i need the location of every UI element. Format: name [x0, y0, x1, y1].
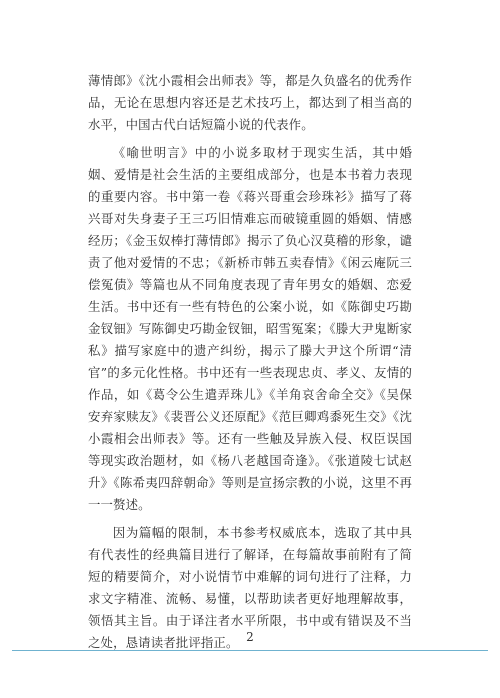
page-number: 2: [246, 630, 254, 644]
paragraph-editorial-note: 因为篇幅的限制，本书参考权威底本，选取了其中具有代表性的经典篇目进行了解译，在每篇故事前附有了简短的精要简介，对小说情节中难解的词句进行了注释，力求文字精准、流畅、易懂，以帮助读者更好地理解故事，领悟其主旨。由于译注者水平所限，书中或有错误及不当之处，恳请读者批评指正。: [88, 525, 412, 650]
paragraph-continuation: 薄情郎》《沈小霞相会出师表》等，都是久负盛名的优秀作品，无论在思想内容还是艺术技巧上，都达到了相当高的水平，中国古代白话短篇小说的代表作。: [88, 73, 412, 132]
paragraph-yushi-mingyan-content: 《喻世明言》中的小说多取材于现实生活，其中婚姻、爱情是社会生活的主要组成部分，也是本书着力表现的重要内容。书中第一卷《蒋兴哥重会珍珠衫》描写了蒋兴哥对失身妻子王三巧旧情难忘而破镜重圆的婚姻、情感经历；《金玉奴棒打薄情郎》揭示了负心汉莫稽的形象，谴责了他对爱情的不忠；《新桥市韩五卖春情》《闲云庵阮三偿冤债》等篇也从不同角度表现了青年男女的婚姻、恋爱生活。书中还有一些有特色的公案小说，如《陈御史巧勘金钗钿》写陈御史巧勘金钗钿，昭雪冤案；《滕大尹鬼断家私》描写家庭中的遗产纠纷，揭示了滕大尹这个所谓“清官”的多元化性格。书中还有一些表现忠贞、孝义、友情的作品，如《葛令公生遣弄珠儿》《羊角哀舍命全交》《吴保安弃家赎友》《裴晋公义还原配》《范巨卿鸡黍死生交》《沈小霞相会出师表》等。还有一些触及异族入侵、权臣误国等现实政治题材，如《杨八老越国奇逢》。《张道陵七试赵升》《陈希夷四辞朝命》等则是宣扬宗教的小说，这里不再一一赘述。: [88, 145, 412, 512]
footer-divider: [12, 650, 488, 651]
document-body: [88, 70, 412, 660]
